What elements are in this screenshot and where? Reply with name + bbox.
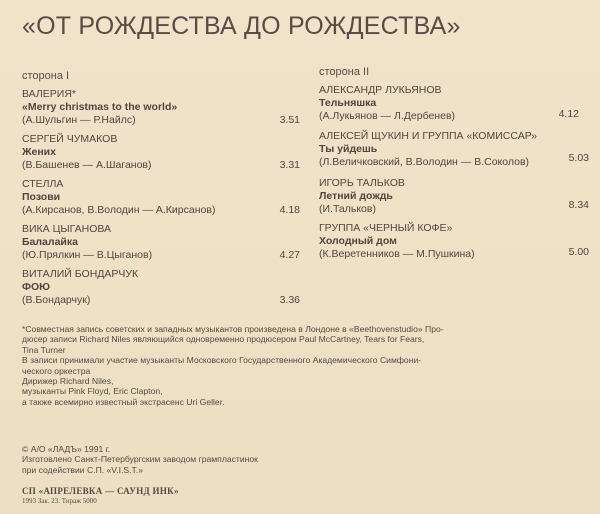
track-authors: (А.Шульгин — Р.Найлс) (22, 114, 136, 126)
track-duration: 3.36 (279, 294, 300, 306)
track-side1-2 (22, 133, 300, 172)
track-title: Холодный дом (319, 235, 397, 247)
note-line: музыканты Pink Floyd, Eric Clapton, (22, 386, 163, 397)
note-line: *Совместная запись советских и западных музыкантов произведена в Лондоне в «Beethovenstudio» Про- (22, 324, 444, 334)
track-authors: (А.Лукьянов — Л.Дербенев) (319, 110, 456, 122)
note-line: Дирижер Richard Niles, (22, 376, 114, 387)
track-artist: ВИКА ЦЫГАНОВА (22, 223, 112, 235)
track-side2-4 (319, 222, 589, 261)
note-line: дюсер записи Richard Niles являющийся одновременно продюсером Paul McCartney, Tears for Fears, (22, 334, 425, 345)
track-authors: (В.Башенев — А.Шаганов) (22, 159, 152, 171)
track-side1-4 (22, 223, 300, 262)
note-line: ческого оркестра (22, 365, 91, 376)
legal-line: при содействии С.П. «V.I.S.T.» (22, 464, 143, 475)
track-side1-3 (22, 178, 300, 217)
album-title: «ОТ РОЖДЕСТВА ДО РОЖДЕСТВА» (22, 12, 461, 40)
track-duration: 5.00 (568, 246, 589, 258)
track-side2-1 (319, 84, 579, 123)
legal-line: © А/О «ЛАДЪ» 1991 г. (22, 444, 111, 454)
recording-notes (22, 324, 582, 407)
note-line: а также всемирно известный экстрасенс Uri Geller. (22, 396, 225, 407)
track-title: Ты уйдешь (319, 143, 378, 155)
track-authors: (А.Кирсанов, В.Володин — А.Кирсанов) (22, 204, 216, 216)
track-authors: (Ю.Прялкин — В.Цыганов) (22, 249, 153, 261)
imprint-company: СП «АПРЕЛЕВКА — САУНД ИНК» (22, 486, 179, 496)
track-duration: 5.03 (568, 152, 589, 164)
track-artist: АЛЕКСАНДР ЛУКЬЯНОВ (319, 84, 442, 96)
track-authors: (Л.Величковский, В.Володин — В.Соколов) (319, 156, 530, 168)
track-title: Летний дождь (319, 190, 393, 202)
track-artist: ИГОРЬ ТАЛЬКОВ (319, 177, 405, 189)
track-duration: 8.34 (568, 199, 589, 211)
track-authors: (И.Тальков) (319, 203, 376, 215)
track-artist: АЛЕКСЕЙ ЩУКИН И ГРУППА «КОМИССАР» (319, 130, 537, 142)
copyright-block (22, 444, 422, 475)
legal-line: Изготовлено Санкт-Петербургским заводом грампластинок (22, 454, 258, 465)
track-title: Позови (22, 191, 61, 203)
track-authors: (К.Веретенников — М.Пушкина) (319, 248, 475, 260)
track-duration: 3.31 (279, 159, 300, 171)
side-two-heading: сторона II (319, 66, 370, 78)
track-artist: ВИТАЛИЙ БОНДАРЧУК (22, 268, 139, 280)
printer-imprint (22, 486, 179, 505)
track-authors: (В.Бондарчук) (22, 294, 91, 306)
imprint-order: 1993 Зак. 23. Тираж 5000 (22, 497, 97, 505)
track-side2-3 (319, 177, 589, 216)
track-side1-5 (22, 268, 300, 307)
track-title: «Merry christmas to the world» (22, 101, 178, 113)
note-line: Tina Turner (22, 344, 66, 355)
track-side2-2 (319, 130, 589, 169)
track-title: Балалайка (22, 236, 78, 248)
side-one-heading: сторона I (22, 70, 70, 82)
track-artist: ВАЛЕРИЯ* (22, 88, 77, 100)
track-duration: 4.18 (279, 204, 300, 216)
track-duration: 4.27 (279, 249, 300, 261)
note-line: В записи принимали участие музыканты Московского Государственного Академического Симфони- (22, 355, 422, 366)
track-title: ФОЮ (22, 281, 50, 293)
track-title: Тельняшка (319, 97, 377, 109)
track-duration: 4.12 (558, 108, 579, 120)
track-duration: 3.51 (279, 114, 300, 126)
track-side1-1 (22, 88, 300, 127)
track-title: Жених (22, 146, 56, 158)
track-artist: СЕРГЕЙ ЧУМАКОВ (22, 133, 118, 145)
track-artist: ГРУППА «ЧЕРНЫЙ КОФЕ» (319, 222, 453, 234)
track-artist: СТЕЛЛА (22, 178, 64, 190)
